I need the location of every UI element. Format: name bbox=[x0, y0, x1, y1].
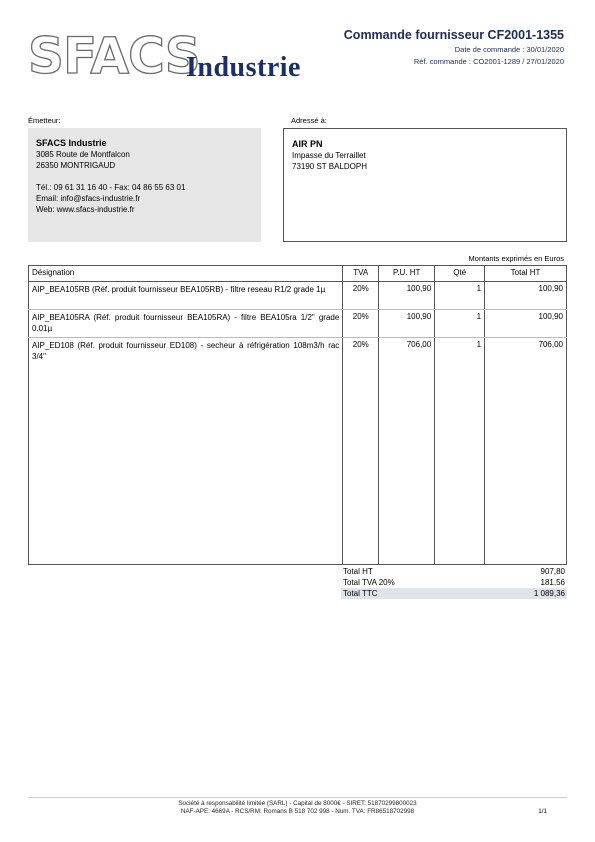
addressee-box bbox=[283, 128, 567, 242]
cell-total: 100,90 bbox=[485, 282, 567, 310]
emitter-name: SFACS Industrie bbox=[36, 138, 107, 148]
col-header-quantity: Qté bbox=[435, 266, 485, 282]
total-ht-label: Total HT bbox=[343, 567, 373, 576]
cell-total: 706,00 bbox=[485, 338, 567, 565]
emitter-address-line2: 26350 MONTRIGAUD bbox=[36, 161, 116, 170]
document-title: Commande fournisseur CF2001-1355 bbox=[343, 28, 564, 42]
col-header-unit-price: P.U. HT bbox=[379, 266, 435, 282]
totals-block bbox=[341, 566, 567, 599]
cell-total: 100,90 bbox=[485, 310, 567, 338]
order-lines-table bbox=[28, 265, 567, 565]
total-ht-value: 907,80 bbox=[540, 567, 565, 576]
cell-quantity: 1 bbox=[435, 338, 485, 565]
addressee-address-line2: 73190 ST BALDOPH bbox=[292, 162, 368, 171]
total-ttc-label: Total TTC bbox=[343, 589, 378, 598]
footer-divider bbox=[28, 797, 567, 798]
table-row bbox=[29, 338, 567, 565]
total-ttc-value: 1 089,36 bbox=[533, 589, 565, 598]
addressee-name: AIR PN bbox=[292, 139, 323, 149]
cell-quantity: 1 bbox=[435, 282, 485, 310]
logo-industrie-text: Industrie bbox=[186, 52, 301, 83]
table-header-row bbox=[29, 266, 567, 282]
addressee-label: Adressé à: bbox=[291, 116, 327, 125]
currency-note: Montants exprimés en Euros bbox=[468, 254, 564, 263]
emitter-web: Web: www.sfacs-industrie.fr bbox=[36, 205, 135, 214]
total-tva-value: 181,56 bbox=[540, 578, 565, 587]
cell-designation: AIP_BEA105RB (Réf. produit fournisseur BEA105RB) - filtre reseau R1/2 grade 1µ bbox=[29, 282, 343, 310]
cell-designation: AIP_ED108 (Réf. produit fournisseur ED108) - secheur à réfrigération 108m3/h rac 3/4" bbox=[29, 338, 343, 565]
footer-legal-line1: Société à responsabilité limitée (SARL) - Capital de 8000€ - SIRET: 51870299800023 bbox=[178, 800, 417, 807]
cell-unit-price: 100,90 bbox=[379, 310, 435, 338]
emitter-email: Email: info@sfacs-industrie.fr bbox=[36, 194, 141, 203]
cell-quantity: 1 bbox=[435, 310, 485, 338]
cell-tva: 20% bbox=[343, 338, 379, 565]
col-header-designation: Désignation bbox=[29, 266, 343, 282]
cell-designation: AIP_BEA105RA (Réf. produit fournisseur BEA105RA) - filtre BEA105ra 1/2" grade 0.01µ bbox=[29, 310, 343, 338]
cell-tva: 20% bbox=[343, 310, 379, 338]
cell-unit-price: 100,90 bbox=[379, 282, 435, 310]
emitter-address-line1: 3085 Route de Montfalcon bbox=[36, 150, 130, 159]
page-number: 1/1 bbox=[538, 808, 547, 815]
footer-legal-line2: NAF-APE: 4669A - RCS/RM: Romans B 518 702 998 - Num. TVA: FR86518702998 bbox=[180, 808, 415, 815]
emitter-box bbox=[28, 128, 261, 242]
total-tva-line bbox=[341, 577, 567, 588]
total-ttc-line bbox=[341, 588, 567, 599]
total-ht-line bbox=[341, 566, 567, 577]
total-tva-label: Total TVA 20% bbox=[343, 578, 395, 587]
addressee-address-line1: Impasse du Terraillet bbox=[292, 151, 366, 160]
emitter-phone: Tél.: 09 61 31 16 40 - Fax: 04 86 55 63 01 bbox=[36, 183, 186, 192]
order-date: Date de commande : 30/01/2020 bbox=[454, 45, 564, 54]
cell-tva: 20% bbox=[343, 282, 379, 310]
emitter-label: Émetteur: bbox=[28, 116, 61, 125]
table-row bbox=[29, 282, 567, 310]
col-header-total: Total HT bbox=[485, 266, 567, 282]
cell-unit-price: 706,00 bbox=[379, 338, 435, 565]
order-reference: Réf. commande : CO2001-1289 / 27/01/2020 bbox=[413, 57, 564, 66]
company-logo bbox=[28, 27, 318, 90]
logo-sfacs-text: SFACS bbox=[28, 27, 200, 85]
table-row bbox=[29, 310, 567, 338]
col-header-tva: TVA bbox=[343, 266, 379, 282]
